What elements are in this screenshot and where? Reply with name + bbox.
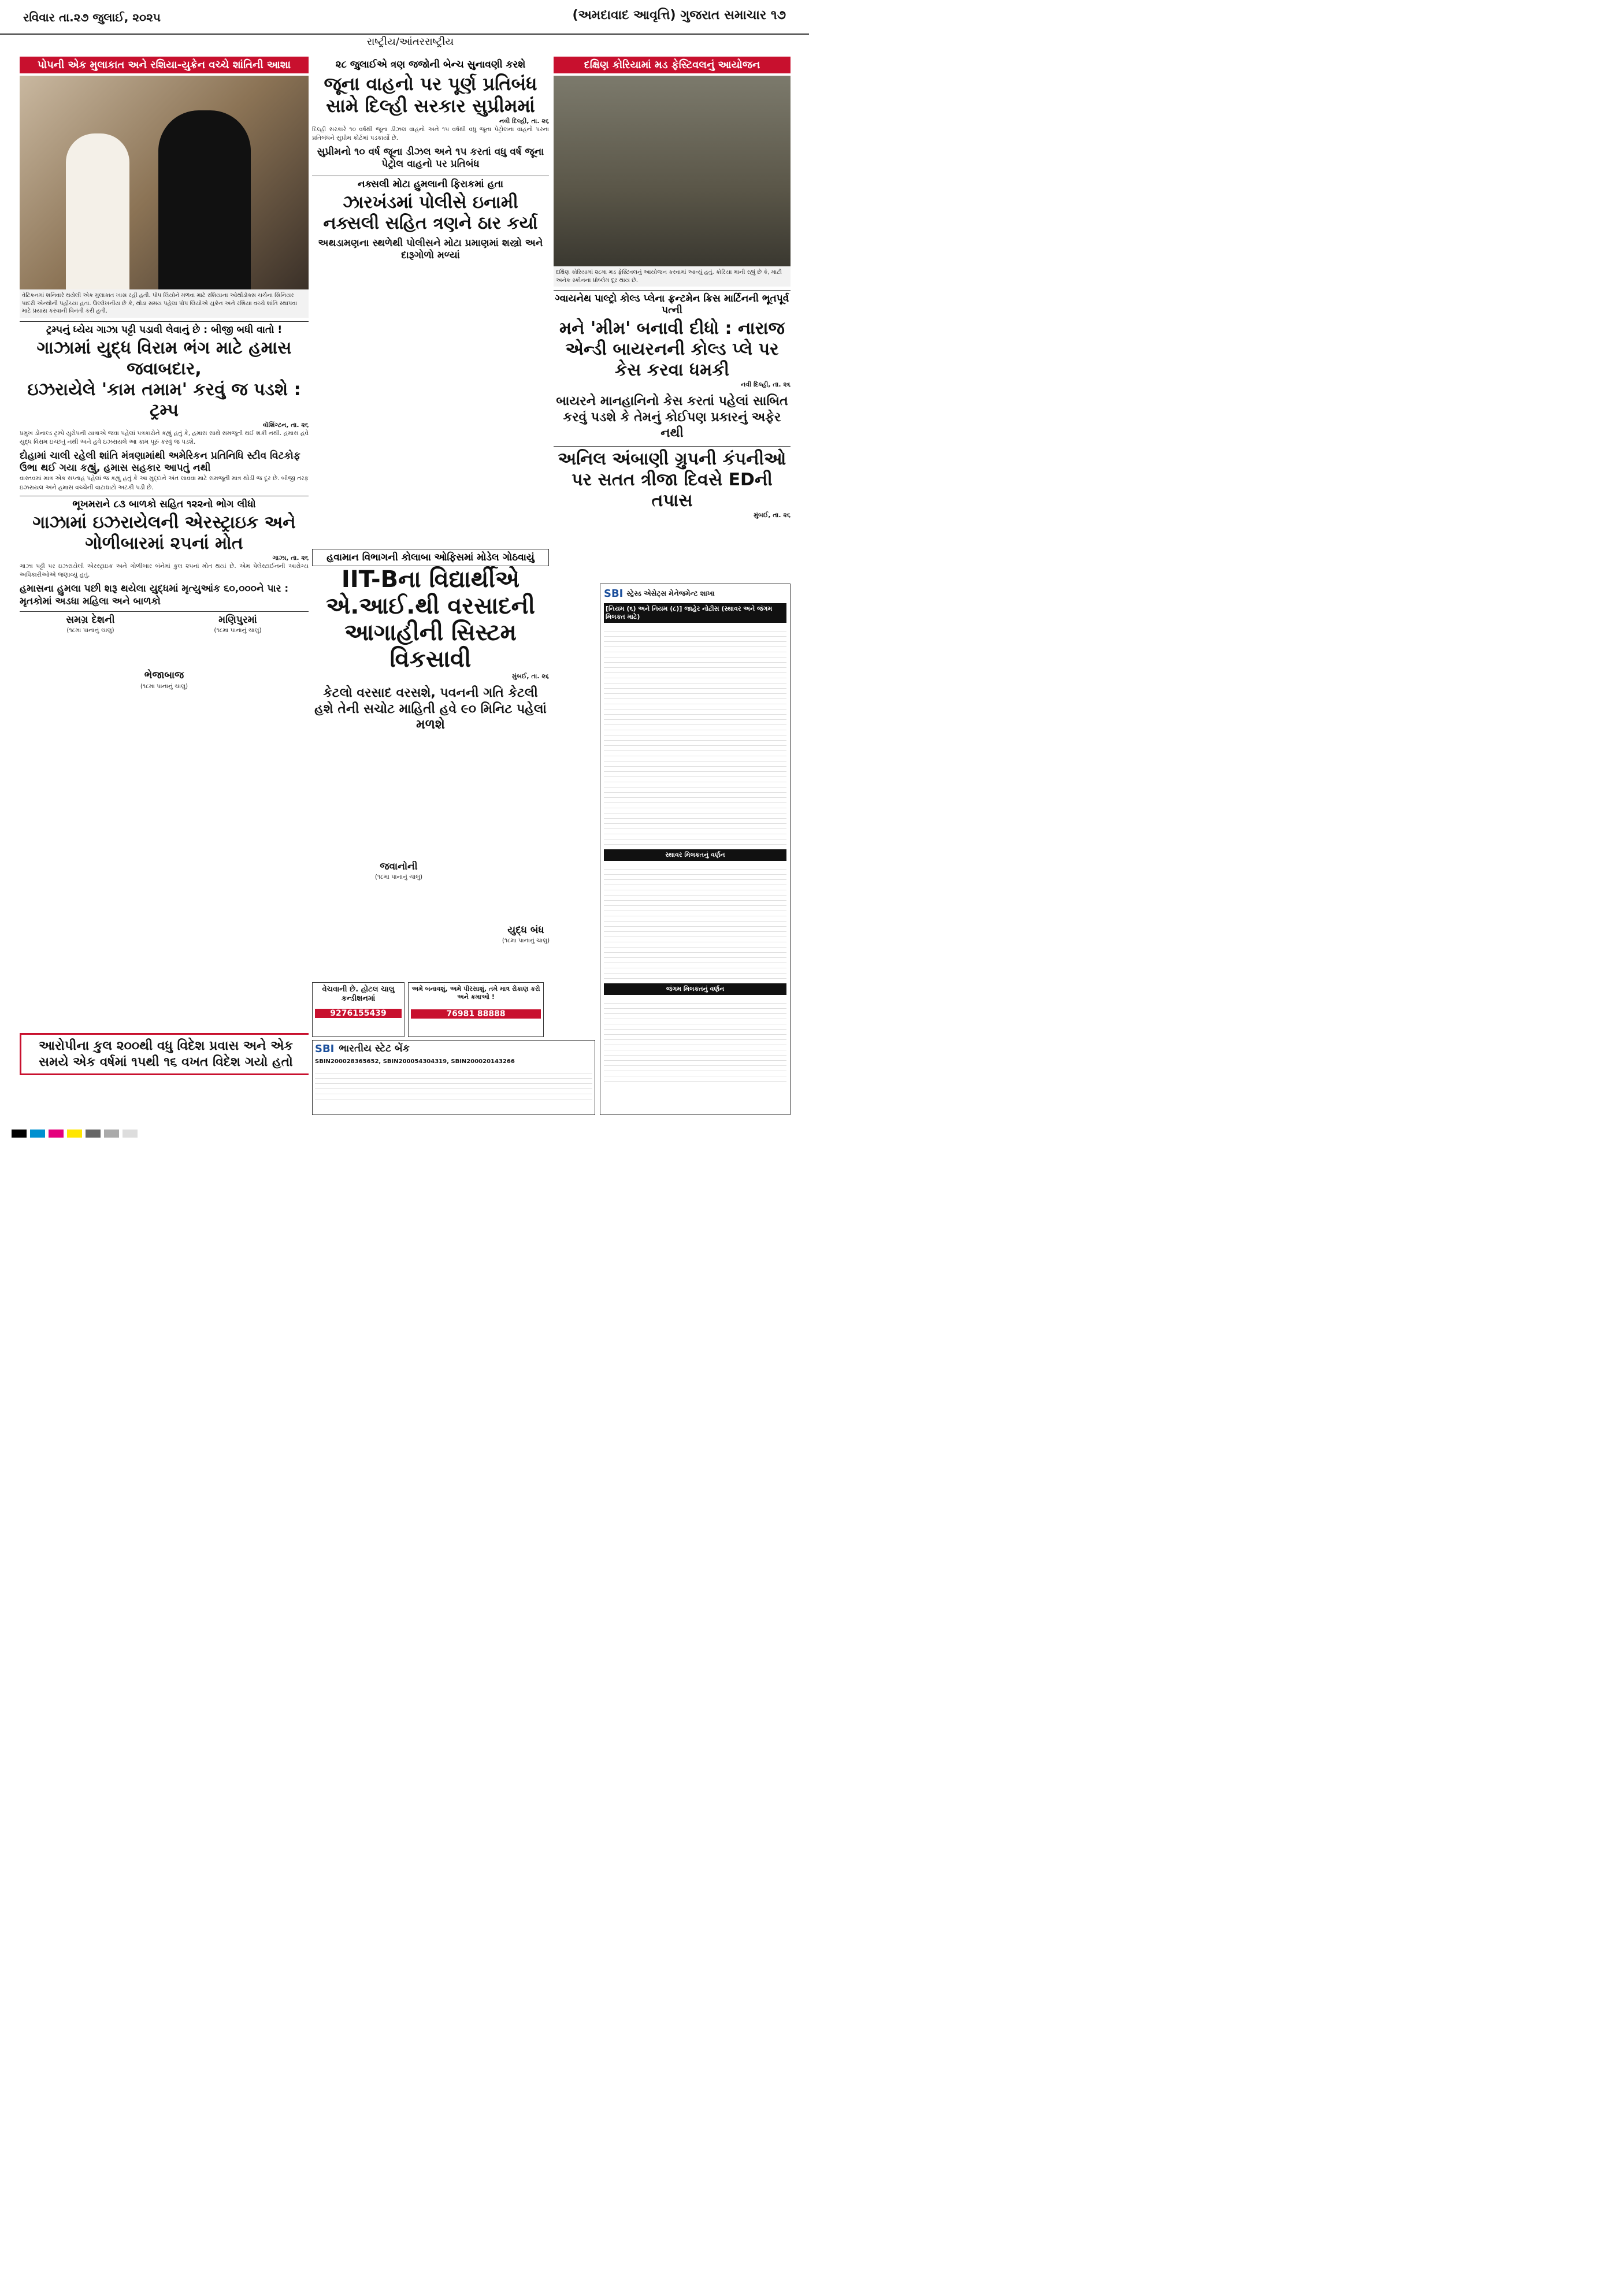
notice-header [604, 588, 786, 600]
notice-subheading-2: જંગમ મિલકતનું વર્ણન [604, 983, 786, 995]
continuation-block [167, 614, 309, 635]
dateline: વૉશિંગ્ટન, તા. ૨૬ [262, 421, 309, 429]
continuation-block [20, 614, 161, 635]
continuation-note: (૧૮મા પાનાનું ચાલુ) [140, 682, 188, 690]
notice-body-2 [604, 864, 786, 980]
continuation-note: (૧૮મા પાનાનું ચાલુ) [502, 937, 550, 945]
kicker: ૨૮ જુલાઈએ ત્રણ જજોની બેન્ચ સુનાવણી કરશે [335, 59, 526, 70]
subheadline-2: અથડામણના સ્થળેથી પોલીસને મોટા પ્રમાણમાં શસ્ત્રો અને દારૂગોળો મળ્યાં [318, 237, 543, 261]
headline-3: ગાઝામાં ઇઝરાયેલની એરસ્ટ્રાઇક અને ગોળીબારમાં ૨૫નાં મોત [32, 512, 296, 553]
article-body: દિલ્હી સરકારે ૧૦ વર્ષથી જૂના ડીઝલ વાહનો અને ૧૫ વર્ષથી વધુ જૂના પેટ્રોલના વાહનો પરના પ્રતિબંધને સુપ્રીમ કોર્ટમાં પડકાર્યો છે. [312, 125, 549, 142]
kicker: ટ્રમ્પનું ધ્યેય ગાઝા પટ્ટી પડાવી લેવાનું છે : બીજી બધી વાતો ! [46, 324, 283, 336]
article-body-3: ગાઝા પટ્ટી પર ઇઝરાયેલી એરસ્ટ્રાઇક અને ગોળીબાર બંનેમાં કુલ ૨૫નાં મોત થયાં છે. એમ પેલેસ્ટાઈનની આરોગ્ય અધિકારીઓએ જણાવ્યું હતું. [20, 562, 309, 579]
registration-bar [0, 1130, 821, 1142]
masthead [0, 0, 809, 35]
headline: IIT-Bના વિદ્યાર્થીએ એ.આઈ.થી વરસાદની આગાહીની સિસ્ટમ વિકસાવી [326, 566, 535, 673]
kicker: ગ્વાયનેથ પાલ્ટ્રો કોલ્ડ પ્લેના ફ્રન્ટમેન ક્રિસ માર્ટિનની ભૂતપૂર્વ પત્ની [555, 293, 789, 316]
reg-mark [49, 1130, 64, 1138]
notice-heading: [નિયમ (૬) અને નિયમ (૮)] જાહેર નોટીસ (સ્થાવર અને જંગમ મિલકત માટે) [604, 603, 786, 623]
sbi-table [315, 1068, 592, 1099]
food-ad [408, 982, 544, 1037]
edition-label: (અમદાવાદ આવૃત્તિ) ગુજરાત સમાચાર ૧૭ [572, 8, 786, 23]
sbi-ids: SBIN200028365652, SBIN200054304319, SBIN200020143266 [315, 1058, 515, 1065]
photo-band: દક્ષિણ કોરિયામાં મડ ફેસ્ટિવલનું આયોજન [554, 57, 791, 73]
reg-mark [30, 1130, 45, 1138]
food-ad-phone: 76981 88888 [411, 1009, 541, 1019]
column-left [20, 57, 309, 1114]
feature-iitb [312, 549, 549, 861]
reg-mark [123, 1130, 138, 1138]
subheadline-3: હમાસના હુમલા પછી શરૂ થયેલા યુદ્ધમાં મૃત્યુઆંક ૬૦,૦૦૦ને પાર : મૃતકોમાં અડધા મહિલા અને બાળકો [20, 583, 289, 607]
dateline-2: મુંબઈ, તા. ૨૬ [754, 511, 791, 519]
headline: જૂના વાહનો પર પૂર્ણ પ્રતિબંધ સામે દિલ્હી સરકાર સુપ્રીમમાં [324, 73, 537, 117]
headline-line2: ઇઝરાયેલે 'કામ તમામ' કરવું જ પડશે : ટ્રમ્પ [27, 379, 301, 421]
continuation-block [20, 670, 309, 690]
bank-notice [600, 584, 791, 1115]
headline-2: અનિલ અંબાણી ગ્રુપની કંપનીઓ પર સતત ત્રીજા દિવસે EDની તપાસ [558, 448, 786, 511]
sbi-logo: SBI [604, 588, 624, 600]
article-body-2: વાસ્તવમાં માત્ર એક સપ્તાહ પહેલાં જ કહ્યું હતું કે આ મુદ્દાને અંત લાવવા માટે સમજૂતી માત્ર થોડી જ દૂર છે. બીજી તરફ ઇઝરાયલ અને હમાસ વચ્ચેની વાટાઘાટો અટકી પડી છે. [20, 475, 309, 491]
continuation-note: (૧૮મા પાનાનું ચાલુ) [374, 874, 423, 881]
column-middle [312, 57, 549, 548]
subheadline: દોહામાં ચાલી રહેલી શાંતિ મંત્રણામાંથી અમેરિકન પ્રતિનિધિ સ્ટીવ વિટકોફ ઉભા થઈ ગયા કહ્યું, હમાસ સહકાર આપતું નથી [20, 449, 300, 474]
continuation-title: ભેજાબાજ [144, 670, 184, 682]
kicker: હવામાન વિભાગની કોલાબા ઓફિસમાં મોડેલ ગોઠવાયું [312, 549, 549, 566]
priest-figure [158, 110, 251, 289]
notice-title: સ્ટ્રેસ્ડ એસેટ્સ મેનેજમેન્ટ શાખા [626, 589, 715, 597]
kicker-2: ભૂખમરાને ૮૩ બાળકો સહિત ૧૨૨નો ભોગ લીધો [72, 498, 256, 510]
mud-festival-photo [554, 76, 791, 266]
continuation-row [20, 614, 309, 635]
food-ad-title: અમે બનાવશું, અમે પીરસાશું, તમે માત્ર રોકાણ કરો અને કમાઓ ! [411, 985, 540, 1001]
subheadline: કેટલો વરસાદ વરસશે, પવનની ગતિ કેટલી હશે તેની સચોટ માહિતી હવે ૯૦ મિનિટ પહેલાં મળશે [314, 686, 547, 732]
sbi-ad [312, 1040, 595, 1115]
continuation-title: યુદ્ધ બંધ [507, 924, 544, 936]
pope-figure [66, 133, 129, 289]
article-body: પ્રમુખ ડોનાલ્ડ ટ્રમ્પે યુરોપની યાત્રાએ જવા પહેલાં પત્રકારોને કહ્યું હતું કે, હમાસ સાથે સમજૂતી થઈ શકી નથી. હમાસ હવે યુદ્ધ વિરામ ઇચ્છતું નથી અને હવે ઇઝરાયલે આ કામ પૂરું કરવું જ પડશે. [20, 429, 309, 445]
hotel-ad-phone: 9276155439 [315, 1009, 402, 1018]
dateline: મુંબઈ, તા. ૨૬ [512, 673, 549, 680]
continuation-block [312, 861, 485, 896]
notice-body-3 [604, 998, 786, 1085]
hotel-ad [312, 982, 404, 1037]
issue-date: રવિવાર તા.૨૭ જુલાઈ, ૨૦૨૫ [23, 10, 161, 24]
continuation-block [468, 924, 584, 959]
sbi-ad-header [315, 1043, 592, 1055]
hotel-ad-title: વેચવાની છે. હોટલ ચાલુ કન્ડીશનમાં [322, 985, 395, 1004]
headline-2: ઝારખંડમાં પોલીસે ઇનામી નક્સલી સહિત ત્રણને ઠાર કર્યા [323, 192, 538, 233]
notice-body [604, 626, 786, 846]
photo-band: પોપની એક મુલાકાત અને રશિયા-યુક્રેન વચ્ચે શાંતિની આશા [20, 57, 309, 73]
headline: મને 'મીમ' બનાવી દીધો : નારાજ એન્ડી બાયરનની કોલ્ડ પ્લે પર કેસ કરવા ધમકી [559, 318, 785, 380]
subheadline: બાયરને માનહાનિનો કેસ કરતાં પહેલાં સાબિત કરવું પડશે કે તેમનું કોઈપણ પ્રકારનું અફેર નથી [556, 394, 788, 440]
reg-mark [86, 1130, 101, 1138]
headline-line1: ગાઝામાં યુદ્ધ વિરામ ભંગ માટે હમાસ જવાબદાર, [36, 337, 292, 379]
continuation-note: (૧૮મા પાનાનું ચાલુ) [66, 627, 114, 634]
continuation-note: (૧૮મા પાનાનું ચાલુ) [214, 627, 262, 634]
continuation-title: મણિપુરમાં [218, 614, 257, 626]
sbi-logo: SBI [315, 1043, 335, 1056]
photo-caption: દક્ષિણ કોરિયામાં ૨૮મા મડ ફેસ્ટિવલનું આયોજન કરવામાં આવ્યું હતું. કોરિયા માની રહ્યું છે કે, માટી અનેક સ્કીનના પ્રોબ્લેમ દૂર થાય છે. [554, 266, 791, 287]
reg-mark [67, 1130, 82, 1138]
notice-subheading: સ્થાવર મિલકતનું વર્ણન [604, 849, 786, 861]
divider [554, 446, 791, 447]
photo-caption: વેટિકનમાં શનિવારે થયેલી એક મુલાકાત ખાસ રહી હતી. પોપ લિયોને મળવા માટે રશિયાના ઓર્થોડોક્સ ચર્ચના સિનિયર પાદરી એન્થોની પહોંચ્યા હતા. ઉલ્લેખનીય છે કે, થોડા સમય પહેલા પોપ લિયોએ યુક્રેન અને રશિયા વચ્ચે શાંતિ સ્થાપવા માટે પ્રયાસ કરવાની વિનંતી કરી હતી. [20, 289, 309, 318]
section-title: રાષ્ટ્રીય/આંતરરાષ્ટ્રીય [366, 36, 454, 48]
continuation-title: જવાનોની [380, 861, 418, 872]
reg-mark [12, 1130, 27, 1138]
dateline: નવી દિલ્હી, તા. ૨૬ [741, 381, 791, 388]
dateline: નવી દિલ્હી, તા. ૨૬ [499, 117, 549, 125]
reg-mark [104, 1130, 119, 1138]
continuation-title: સમગ્ર દેશની [66, 614, 115, 626]
dateline-3: ગાઝા, તા. ૨૬ [272, 553, 309, 562]
divider [20, 611, 309, 612]
highlight-box: આરોપીના કુલ ૨૦૦થી વધુ વિદેશ પ્રવાસ અને એક સમયે એક વર્ષમાં ૧૫થી ૧૬ વખત વિદેશ ગયો હતો [20, 1033, 309, 1075]
subheadline: સુપ્રીમનો ૧૦ વર્ષ જૂના ડીઝલ અને ૧૫ કરતાં વધુ વર્ષ જૂના પેટ્રોલ વાહનો પર પ્રતિબંધ [317, 146, 544, 170]
sbi-name: ભારતીય સ્ટેટ બેંક [339, 1043, 410, 1054]
pope-photo [20, 76, 309, 289]
kicker-2: નક્સલી મોટા હુમલાની ફિરાકમાં હતા [357, 178, 504, 190]
